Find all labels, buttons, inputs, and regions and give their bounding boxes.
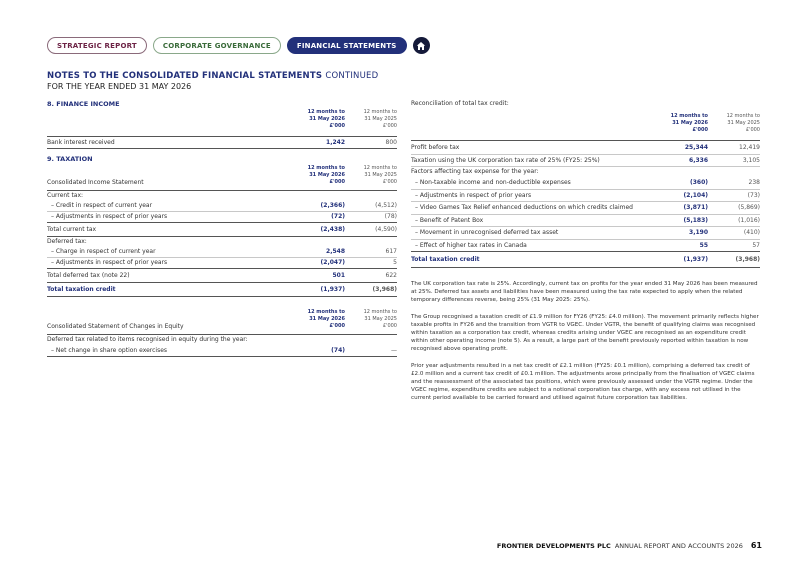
page-subtitle: FOR THE YEAR ENDED 31 MAY 2026 [47, 82, 192, 91]
table-row: – Movement in unrecognised deferred tax asset 3,190 (410) [411, 226, 760, 239]
paragraph-tax-rate: The UK corporation tax rate is 25%. Accordingly, current tax on profits for the year ended 31 May 2026 has been measured at 25%. Deferred tax assets and liabilities have been measured using the tax rate expected to apply when the related temporary differences reverse, being 25% (31 May 2025: 25%). [411, 281, 758, 304]
finance-income-heading: 8. FINANCE INCOME [47, 100, 120, 108]
page-footer [497, 541, 762, 550]
table-row: – Credit in respect of current year (2,366) (4,512) [51, 202, 397, 209]
column-header [47, 109, 397, 130]
paragraph-tax-credit: The Group recognised a taxation credit of £1.9 million for FY26 (FY25: £4.0 million). The movement primarily reflects higher taxable profits in FY26 and the transition from VGTR to VGEC. Under VGTR, the benefit of qualifying claims was recognised within taxation as a corporation tax credit, whereas credits arising under VGEC are recognised as an expenditure credit within other operating income (note 5). As a result, a large part of the benefit previously reported within taxation is now recognised above operating profit. [411, 313, 759, 353]
table-row: – Net change in share option exercises (74) — [47, 345, 397, 357]
table-row: – Benefit of Patent Box (5,183) (1,016) [411, 214, 760, 227]
column-header: 12 months to 31 May 2026 £'000 12 months to 31 May 2025 £'000 [670, 113, 760, 133]
table-row: – Video Games Tax Relief enhanced deductions on which credits claimed (3,871) (5,869) [411, 201, 760, 214]
table-row: Profit before tax 25,344 12,419 [411, 140, 760, 154]
table-row: – Charge in respect of current year 2,548 617 [51, 248, 397, 255]
page-title-suffix: CONTINUED [325, 71, 379, 81]
page-title-main: NOTES TO THE CONSOLIDATED FINANCIAL STATEMENTS [47, 71, 323, 81]
table-row: Deferred tax: [47, 236, 397, 247]
home-icon [416, 41, 426, 51]
left-column [47, 100, 397, 357]
equity-statement-label: Consolidated Statement of Changes in Equity [47, 323, 184, 330]
right-column [411, 100, 760, 403]
table-row: – Adjustments in respect of prior years (72) (78) [47, 211, 397, 222]
tab-financial-statements[interactable]: FINANCIAL STATEMENTS [287, 37, 407, 54]
table-row: – Adjustments in respect of prior years (2,047) 5 [47, 257, 397, 268]
column-header-prior: 12 months to 31 May 2025 £'000 [363, 109, 397, 129]
section-nav [47, 37, 430, 54]
tab-strategic-report[interactable]: STRATEGIC REPORT [47, 37, 147, 54]
table-row: Taxation using the UK corporation tax rate of 25% (FY25: 25%) 6,336 3,105 [411, 154, 760, 166]
table-row: Factors affecting tax expense for the year: [411, 166, 760, 177]
footer-report: ANNUAL REPORT AND ACCOUNTS 2026 [614, 541, 743, 550]
income-statement-label: Consolidated Income Statement [47, 179, 144, 186]
tab-corporate-governance[interactable]: CORPORATE GOVERNANCE [153, 37, 281, 54]
table-row: – Non-taxable income and non-deductible expenses (360) 238 [415, 179, 760, 186]
column-header: Consolidated Statement of Changes in Equity 12 months to 31 May 2026 £'000 12 months to 31 May 2025 £'000 [47, 309, 397, 330]
column-header: Consolidated Income Statement 12 months to 31 May 2026 £'000 12 months to 31 May 2025 £'000 [47, 165, 397, 186]
home-button[interactable] [413, 37, 430, 54]
table-row-total: Total taxation credit (1,937) (3,968) [411, 251, 760, 268]
column-header-current: 12 months to 31 May 2026 £'000 [307, 109, 345, 129]
footer-company: FRONTIER DEVELOPMENTS PLC [496, 541, 611, 550]
table-row: Current tax: [47, 190, 397, 201]
table-row: – Effect of higher tax rates in Canada 55 57 [411, 239, 760, 252]
taxation-heading: 9. TAXATION [47, 155, 93, 163]
table-row-total: Total taxation credit (1,937) (3,968) [47, 282, 397, 297]
paragraph-prior-year: Prior year adjustments resulted in a net tax credit of £2.1 million (FY25: £0.1 million), comprising a deferred tax credit of £2.0 million and a current tax credit of £0.1 million. The adjustments arose principally from the finalisation of VGEC claims and the reassessment of the associated tax positions, which were previously assessed under the VGTR regime. Under the VGEC regime, expenditure credits are subject to a notional corporation tax charge, with any excess not utilised in the current period available to be carried forward and utilised against future corporation tax liabilities. [411, 362, 755, 402]
page-title [47, 71, 378, 81]
table-row: – Adjustments in respect of prior years (2,104) (73) [411, 189, 760, 202]
table-row: Bank interest received 1,242 800 [47, 136, 397, 149]
table-row: Total current tax (2,438) (4,590) [47, 222, 397, 236]
page-number: 61 [750, 541, 762, 550]
reconciliation-heading: Reconciliation of total tax credit: [411, 100, 509, 107]
table-row: Total deferred tax (note 22) 501 622 [47, 268, 397, 282]
table-row: Deferred tax related to items recognised in equity during the year: [47, 334, 397, 345]
